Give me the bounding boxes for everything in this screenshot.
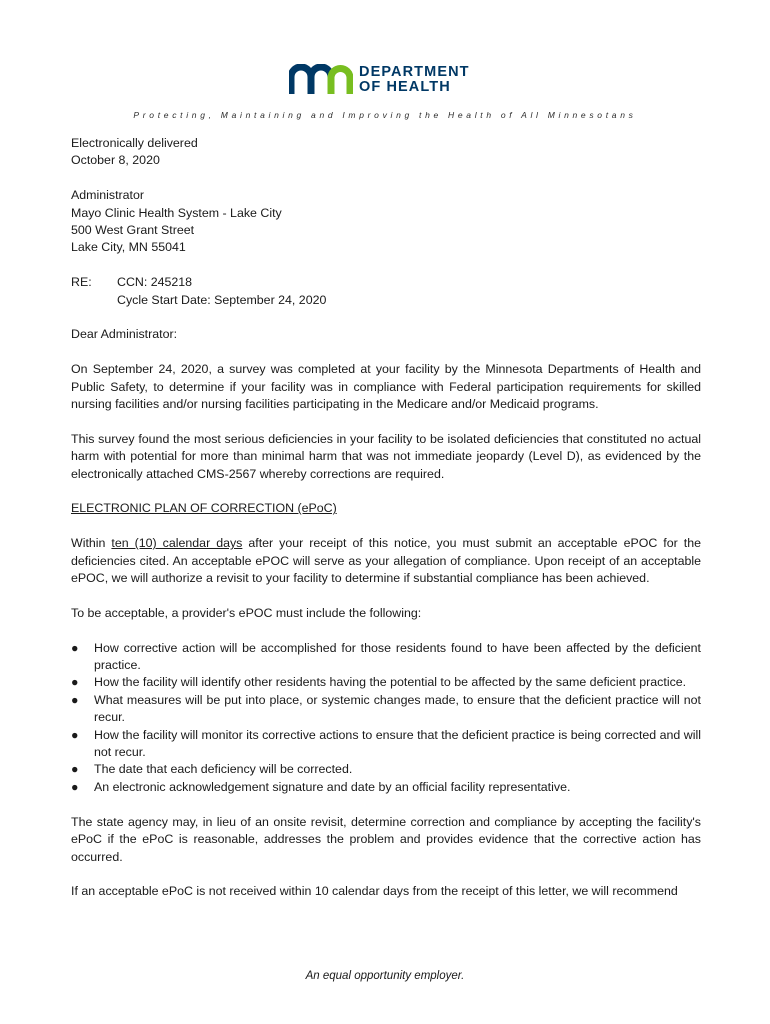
- bullet-icon: ●: [71, 779, 79, 794]
- tagline: Protecting, Maintaining and Improving the Health of All Minnesotans: [133, 110, 637, 120]
- list-item: ● What measures will be put into place, or systemic changes made, to ensure that the deficient practice will not recur.: [71, 692, 701, 725]
- re-block: [71, 274, 701, 309]
- letter-date: October 8, 2020: [71, 153, 160, 168]
- list-item: ● The date that each deficiency will be corrected.: [71, 761, 701, 778]
- bullet-icon: ●: [71, 727, 79, 742]
- delivery-method: Electronically delivered: [71, 136, 198, 150]
- requirements-list: [71, 640, 701, 797]
- logo-line-1: DEPARTMENT: [359, 63, 470, 80]
- paragraph-findings: This survey found the most serious deficiencies in your facility to be isolated deficiencies that constituted no actual harm with potential for more than minimal harm that was not immediate jeopardy (Level D), as evidenced by the electronically attached CMS-2567 whereby corrections are required.: [71, 431, 701, 481]
- salutation: Dear Administrator:: [71, 327, 178, 342]
- list-item: ● How corrective action will be accomplished for those residents found to have been affected by the deficient practice.: [71, 640, 701, 673]
- recipient-line: 500 West Grant Street: [71, 223, 195, 238]
- list-intro: To be acceptable, a provider's ePOC must include the following:: [71, 605, 422, 620]
- list-item: ● How the facility will identify other residents having the potential to be affected by the same deficient practice.: [71, 674, 701, 691]
- paragraph-deadline: [71, 535, 701, 587]
- bullet-icon: ●: [71, 675, 79, 690]
- bullet-icon: ●: [71, 762, 79, 777]
- bullet-icon: ●: [71, 640, 79, 655]
- ccn-line: CCN: 245218: [117, 275, 193, 290]
- paragraph-survey: On September 24, 2020, a survey was completed at your facility by the Minnesota Departments of Health and Public Safety, to determine if your facility was in compliance with Federal participation requirements for skilled nursing facilities and/or nursing facilities participating in the Medicare and/or Medicaid programs.: [71, 362, 701, 412]
- list-item: ● How the facility will monitor its corrective actions to ensure that the deficient practice is being corrected and will not recur.: [71, 727, 701, 760]
- list-item: ● An electronic acknowledgement signature and date by an official facility representative.: [71, 779, 701, 796]
- cycle-start-line: Cycle Start Date: September 24, 2020: [117, 292, 327, 307]
- footer-eoe: An equal opportunity employer.: [305, 970, 465, 982]
- recipient-line: Lake City, MN 55041: [71, 240, 186, 255]
- re-label: RE:: [71, 275, 92, 290]
- deadline-emphasis: ten (10) calendar days: [111, 536, 243, 551]
- recipient-line: Mayo Clinic Health System - Lake City: [71, 205, 282, 220]
- minnesota-mn-logo-icon: [289, 64, 353, 96]
- logo-line-2: OF HEALTH: [359, 79, 451, 95]
- logo-wordmark: [359, 65, 470, 96]
- deadline-prefix: Within: [71, 536, 112, 551]
- recipient-line: Administrator: [71, 188, 144, 203]
- letter-body: [71, 135, 701, 901]
- mdh-logo: [289, 64, 470, 96]
- bullet-icon: ●: [71, 692, 79, 707]
- deadline-rest: after your receipt of this notice, you must submit an acceptable ePOC for the deficiencies cited. An acceptable ePOC will serve as your allegation of compliance. Upon receipt of an acceptable ePOC, we will authorize a revisit to your facility to determine if substantial compliance has been achieved.: [71, 536, 701, 586]
- paragraph-recommendation: If an acceptable ePoC is not received within 10 calendar days from the receipt of this letter, we will recommend: [71, 884, 678, 899]
- paragraph-onsite-revisit: The state agency may, in lieu of an onsite revisit, determine correction and compliance by accepting the facility's ePoC if the ePoC is reasonable, addresses the problem and provides evidence that the corrective action has occurred.: [71, 814, 701, 864]
- section-title-epoc: ELECTRONIC PLAN OF CORRECTION (ePoC): [71, 501, 337, 516]
